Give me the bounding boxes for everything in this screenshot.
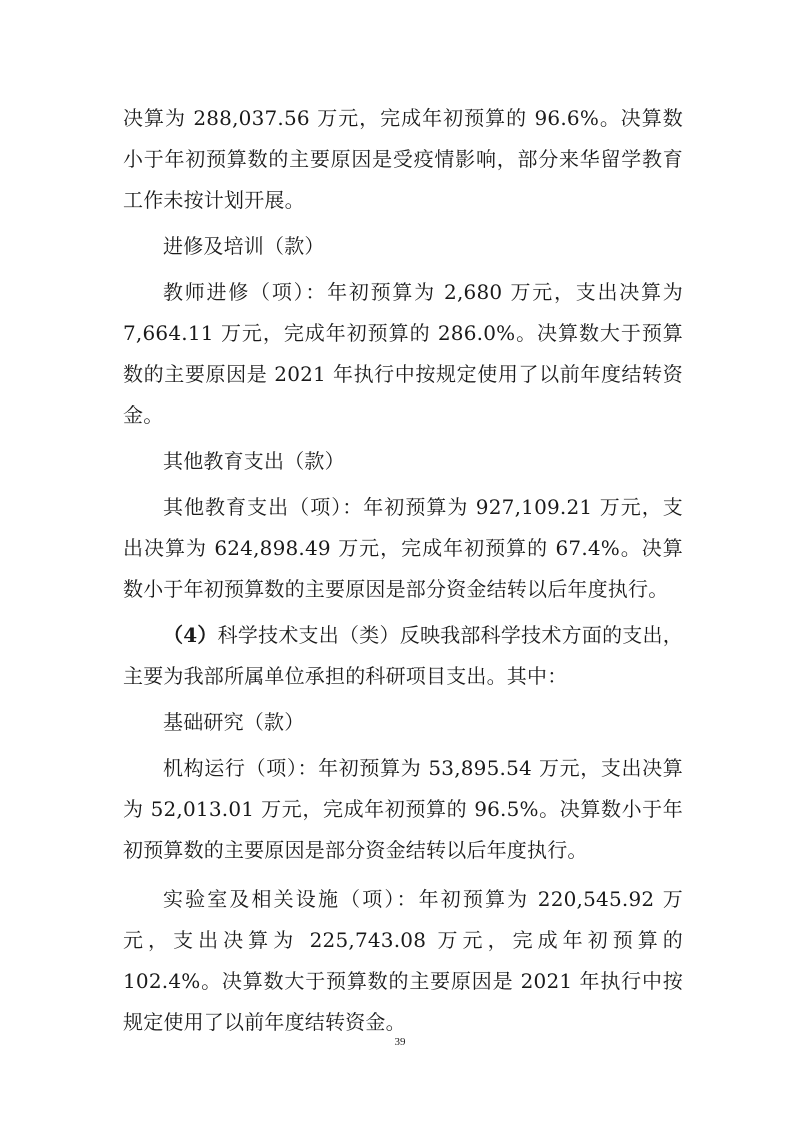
paragraph-teacher-training: 教师进修（项）：年初预算为 2,680 万元，支出决算为 7,664.11 万元，完成年初预算的 286.0%。决算数大于预算数的主要原因是 2021 年执行中按规定使用了以前年度结转资金。 — [123, 280, 683, 427]
section-number: （4） — [163, 623, 218, 647]
page-number: 39 — [394, 1036, 406, 1048]
paragraph-overseas-education: 决算为 288,037.56 万元，完成年初预算的 96.6%。决算数小于年初预算数的主要原因是受疫情影响，部分来华留学教育工作未按计划开展。 — [123, 106, 683, 212]
section-text: 科学技术支出（类）反映我部科学技术方面的支出，主要为我部所属单位承担的科研项目支出。其中： — [123, 623, 683, 688]
heading-basic-research: 基础研究（款） — [163, 710, 305, 734]
document-body — [123, 98, 683, 1043]
paragraph-laboratory-facilities: 实验室及相关设施（项）：年初预算为 220,545.92 万元，支出决算为 225,743.08 万元，完成年初预算的 102.4%。决算数大于预算数的主要原因是 2021 年执行中按规定使用了以前年度结转资金。 — [123, 887, 683, 1034]
paragraph-other-education: 其他教育支出（项）：年初预算为 927,109.21 万元，支出决算为 624,898.49 万元，完成年初预算的 67.4%。决算数小于年初预算数的主要原因是部分资金结转以后年度执行。 — [123, 495, 683, 601]
paragraph-institution-operation: 机构运行（项）：年初预算为 53,895.54 万元，支出决算为 52,013.01 万元，完成年初预算的 96.5%。决算数小于年初预算数的主要原因是部分资金结转以后年度执行。 — [123, 756, 683, 862]
paragraph-science-tech — [123, 615, 683, 697]
heading-other-education: 其他教育支出（款） — [163, 449, 345, 473]
heading-training: 进修及培训（款） — [163, 234, 325, 258]
